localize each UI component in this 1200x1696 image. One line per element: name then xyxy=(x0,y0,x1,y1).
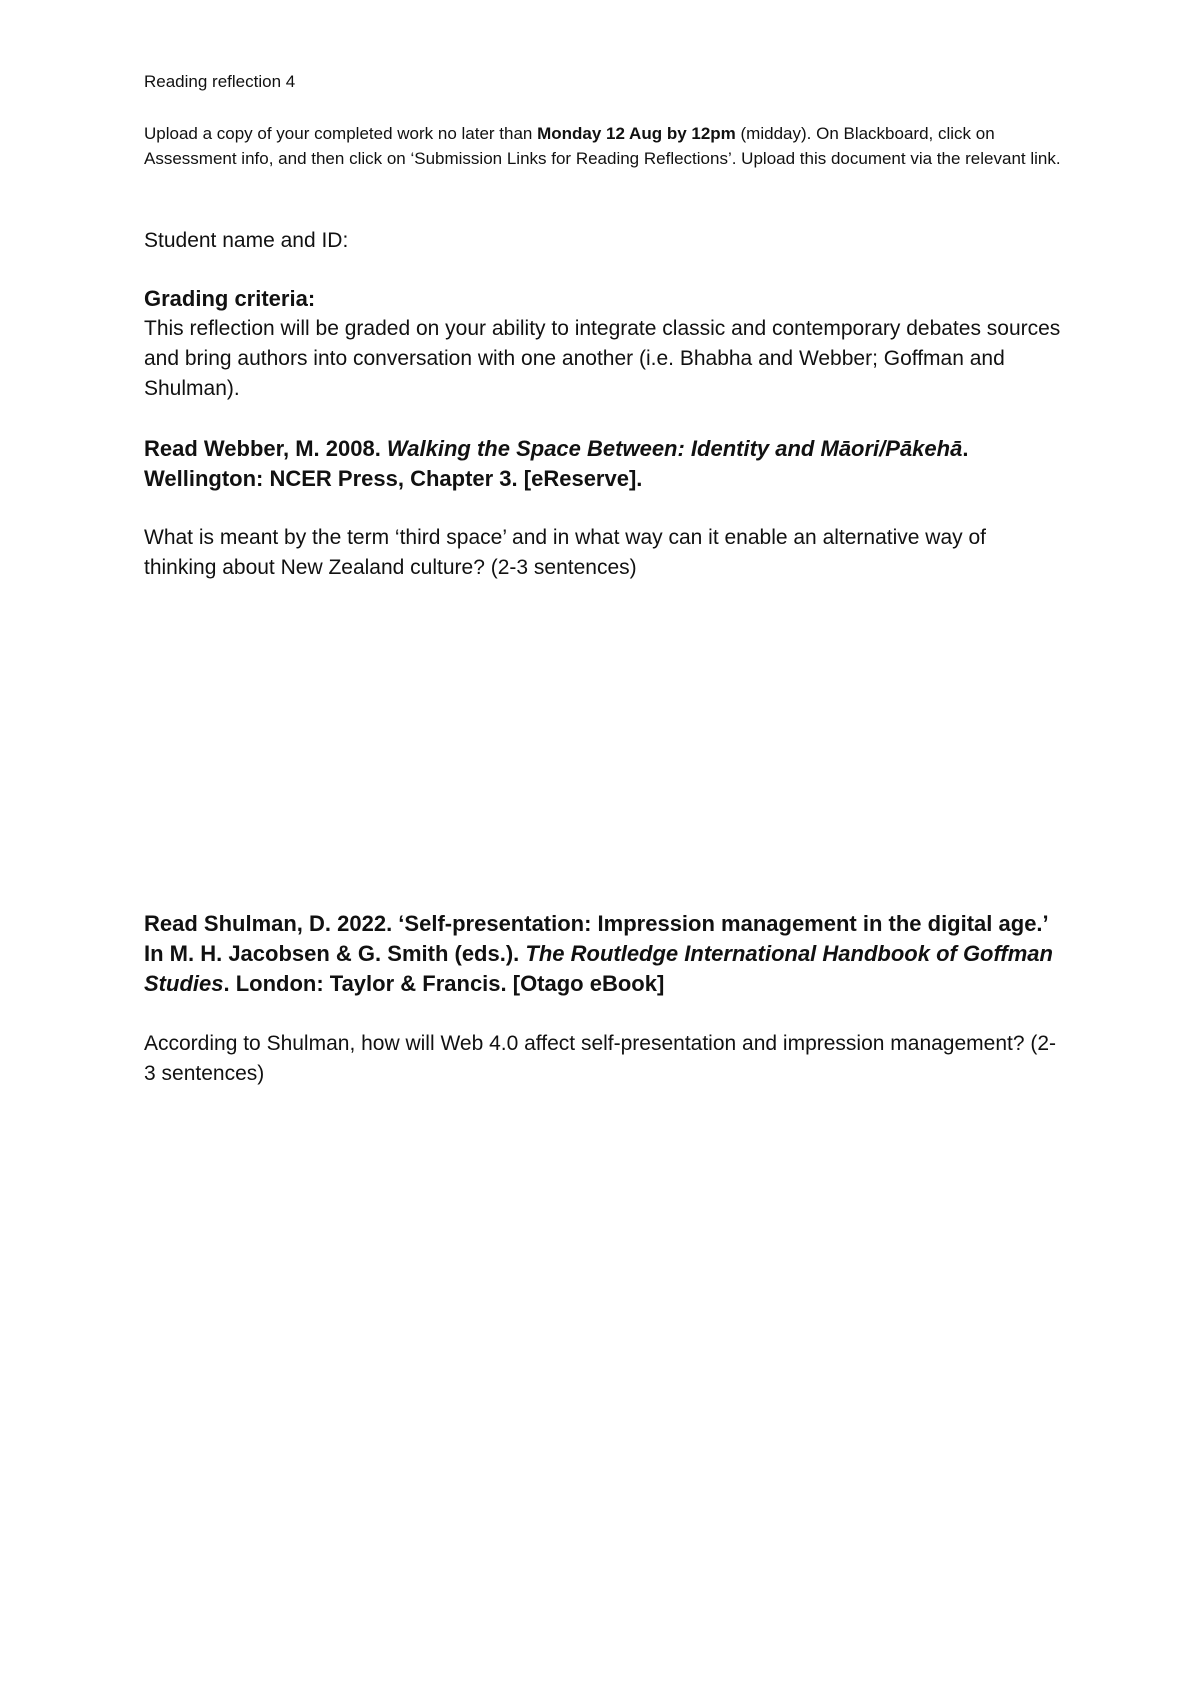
upload-instructions xyxy=(144,121,1064,171)
reading-1-suffix: . Wellington: NCER Press, Chapter 3. [eReserve]. xyxy=(144,436,969,491)
reading-2-title: The Routledge International Handbook of Goffman Studies xyxy=(144,941,1053,996)
instructions-text-2: (midday). On Blackboard, click on Assessment info, and then click on ‘Submission Links for Reading Reflections’. Upload this document via the relevant link. xyxy=(144,124,1061,168)
reading-2-prefix: Read Shulman, D. 2022. ‘Self-presentation: Impression management in the digital age.’ In M. H. Jacobsen & G. Smith (eds.). xyxy=(144,911,1048,966)
page-title: Reading reflection 4 xyxy=(144,72,296,91)
reading-1-prefix: Read Webber, M. 2008. xyxy=(144,436,387,461)
deadline-text: Monday 12 Aug by 12pm xyxy=(537,124,736,143)
reading-2-suffix: . London: Taylor & Francis. [Otago eBook] xyxy=(223,971,665,996)
grading-text: This reflection will be graded on your ability to integrate classic and contemporary debates sources and bring authors into conversation with one another (i.e. Bhabha and Webber; Goffman and Shulman). xyxy=(144,317,1061,400)
student-name-label: Student name and ID: xyxy=(144,229,349,252)
reading-2-citation xyxy=(144,909,1064,999)
reading-2-question: According to Shulman, how will Web 4.0 affect self-presentation and impression management? (2-3 sentences) xyxy=(144,1032,1057,1085)
reading-1-title: Walking the Space Between: Identity and Māori/Pākehā xyxy=(386,436,963,461)
instructions-text-1: Upload a copy of your completed work no later than xyxy=(144,124,538,143)
reading-1-citation xyxy=(144,434,1064,494)
reading-1-question: What is meant by the term ‘third space’ and in what way can it enable an alternative way of thinking about New Zealand culture? (2-3 sentences) xyxy=(144,526,986,579)
grading-heading: Grading criteria: xyxy=(144,286,316,311)
